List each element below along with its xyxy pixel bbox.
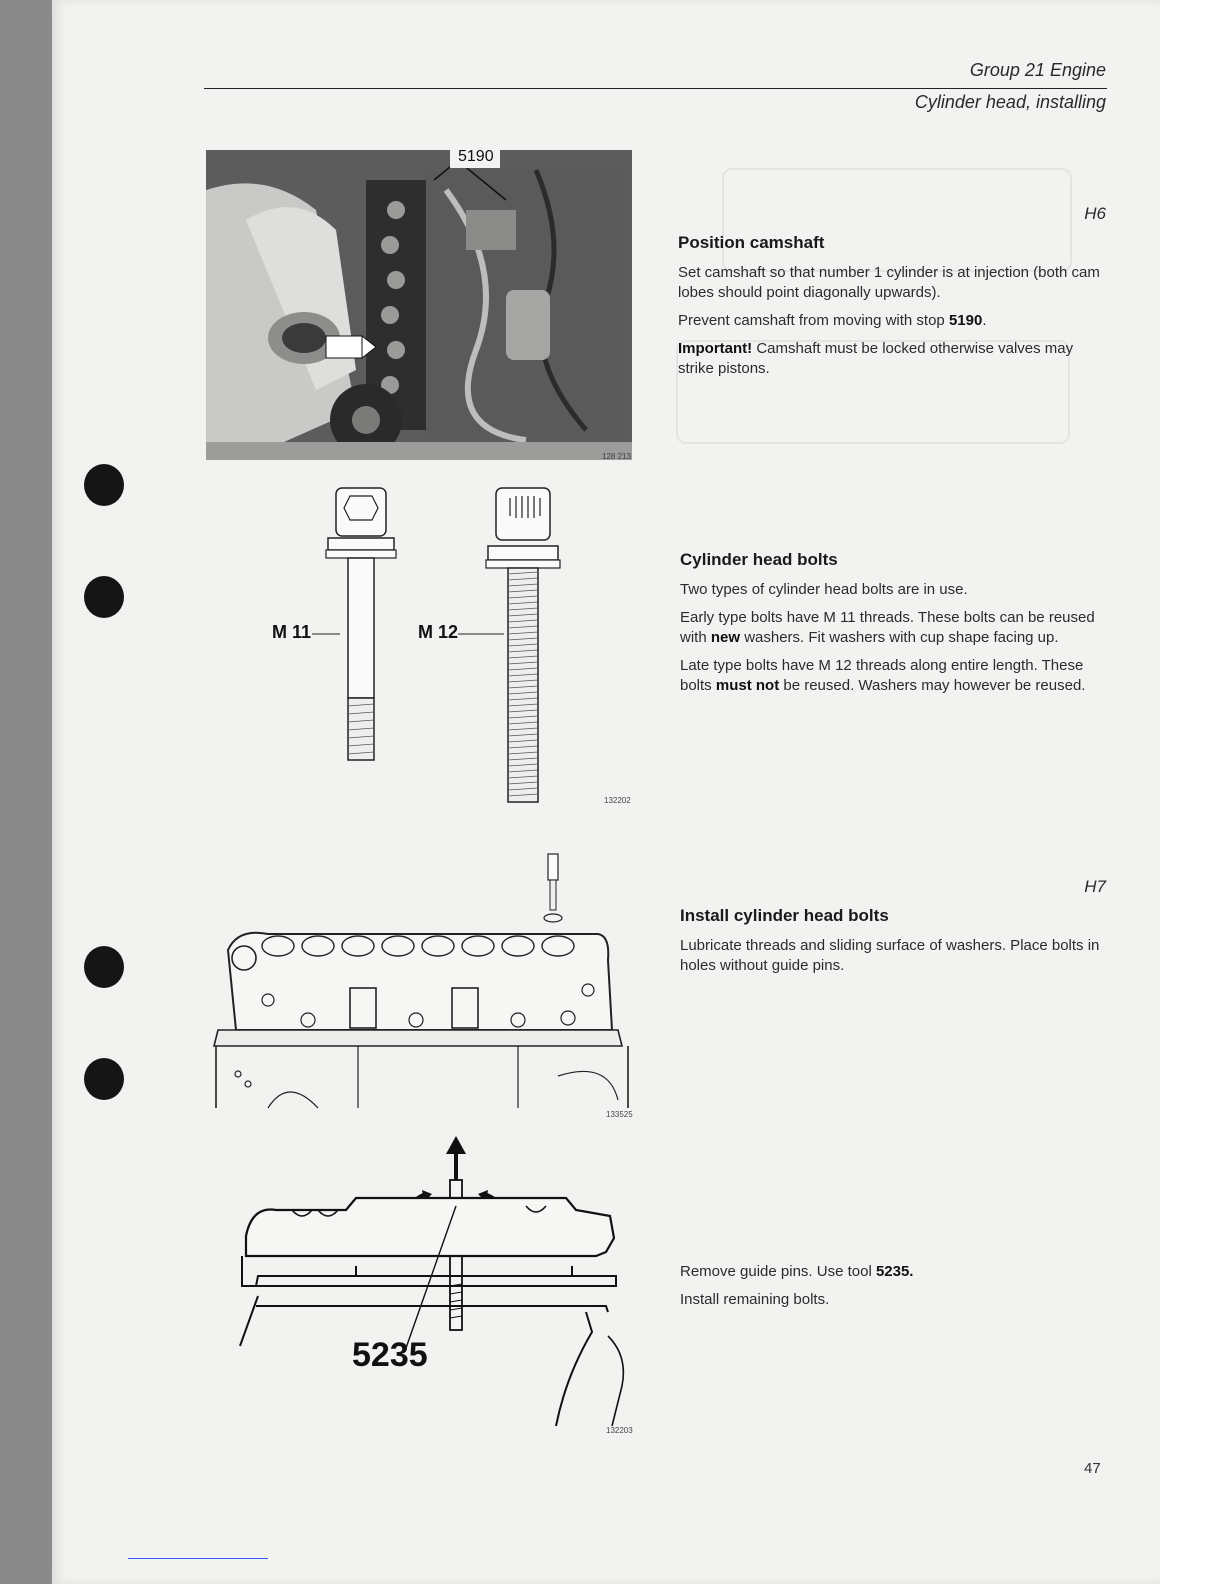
section-position-camshaft	[678, 233, 1110, 387]
page-edge	[1160, 0, 1224, 1584]
tool-label-5235: 5235	[352, 1336, 428, 1374]
paragraph: Remove guide pins. Use tool 5235.	[680, 1263, 914, 1280]
head-figure-number: 133525	[606, 1110, 633, 1119]
section-code-h6: H6	[1084, 204, 1106, 223]
header-group: Group 21 Engine	[969, 60, 1106, 80]
paragraph: Late type bolts have M 12 threads along entire length. These bolts must not be reused. Washers may however be reused.	[680, 657, 1086, 694]
section-install-bolts	[680, 906, 1112, 984]
photo-figure-number: 128 213	[602, 452, 631, 461]
paragraph: Set camshaft so that number 1 cylinder is at injection (both cam lobes should point diagonally upwards).	[678, 264, 1100, 301]
paragraph: Important! Camshaft must be locked otherwise valves may strike pistons.	[678, 340, 1074, 377]
bolts-figure-number: 132202	[604, 796, 631, 805]
binder-hole	[84, 946, 124, 988]
cylinder-head-drawing	[208, 850, 638, 1120]
section-guide-pins	[680, 1262, 1112, 1318]
tool-5235-figure	[236, 1136, 636, 1436]
binder-hole	[84, 576, 124, 618]
paragraph: Install remaining bolts.	[680, 1291, 830, 1308]
tool-figure-number: 132203	[606, 1426, 633, 1435]
page-number: 47	[1084, 1460, 1101, 1477]
paragraph: Lubricate threads and sliding surface of washers. Place bolts in holes without guide pins.	[680, 937, 1100, 974]
paragraph: Early type bolts have M 11 threads. These bolts can be reused with new washers. Fit washers with cup shape facing up.	[680, 609, 1095, 646]
section-title: Position camshaft	[678, 233, 825, 252]
tool-label-5190: 5190	[458, 148, 494, 165]
header-section: Cylinder head, installing	[914, 92, 1106, 112]
section-title: Install cylinder head bolts	[680, 906, 889, 925]
section-title: Cylinder head bolts	[680, 550, 838, 569]
section-cylinder-head-bolts	[680, 550, 1112, 704]
paragraph: Prevent camshaft from moving with stop 5190.	[678, 312, 987, 329]
binder-hole	[84, 464, 124, 506]
bolt-label-m12: M 12	[418, 622, 459, 642]
bolt-label-m11: M 11	[272, 622, 312, 642]
tool-5235-drawing	[236, 1136, 636, 1436]
bolts-figure	[200, 476, 640, 810]
header-rule	[204, 88, 1107, 89]
footer-link-underline	[128, 1558, 268, 1559]
binder-hole	[84, 1058, 124, 1100]
paragraph: Two types of cylinder head bolts are in use.	[680, 581, 968, 598]
section-code-h7: H7	[1084, 877, 1106, 896]
engine-photo-figure	[206, 150, 632, 460]
bolts-drawing	[200, 476, 640, 810]
cylinder-head-figure	[208, 850, 638, 1120]
engine-photo	[206, 150, 632, 460]
